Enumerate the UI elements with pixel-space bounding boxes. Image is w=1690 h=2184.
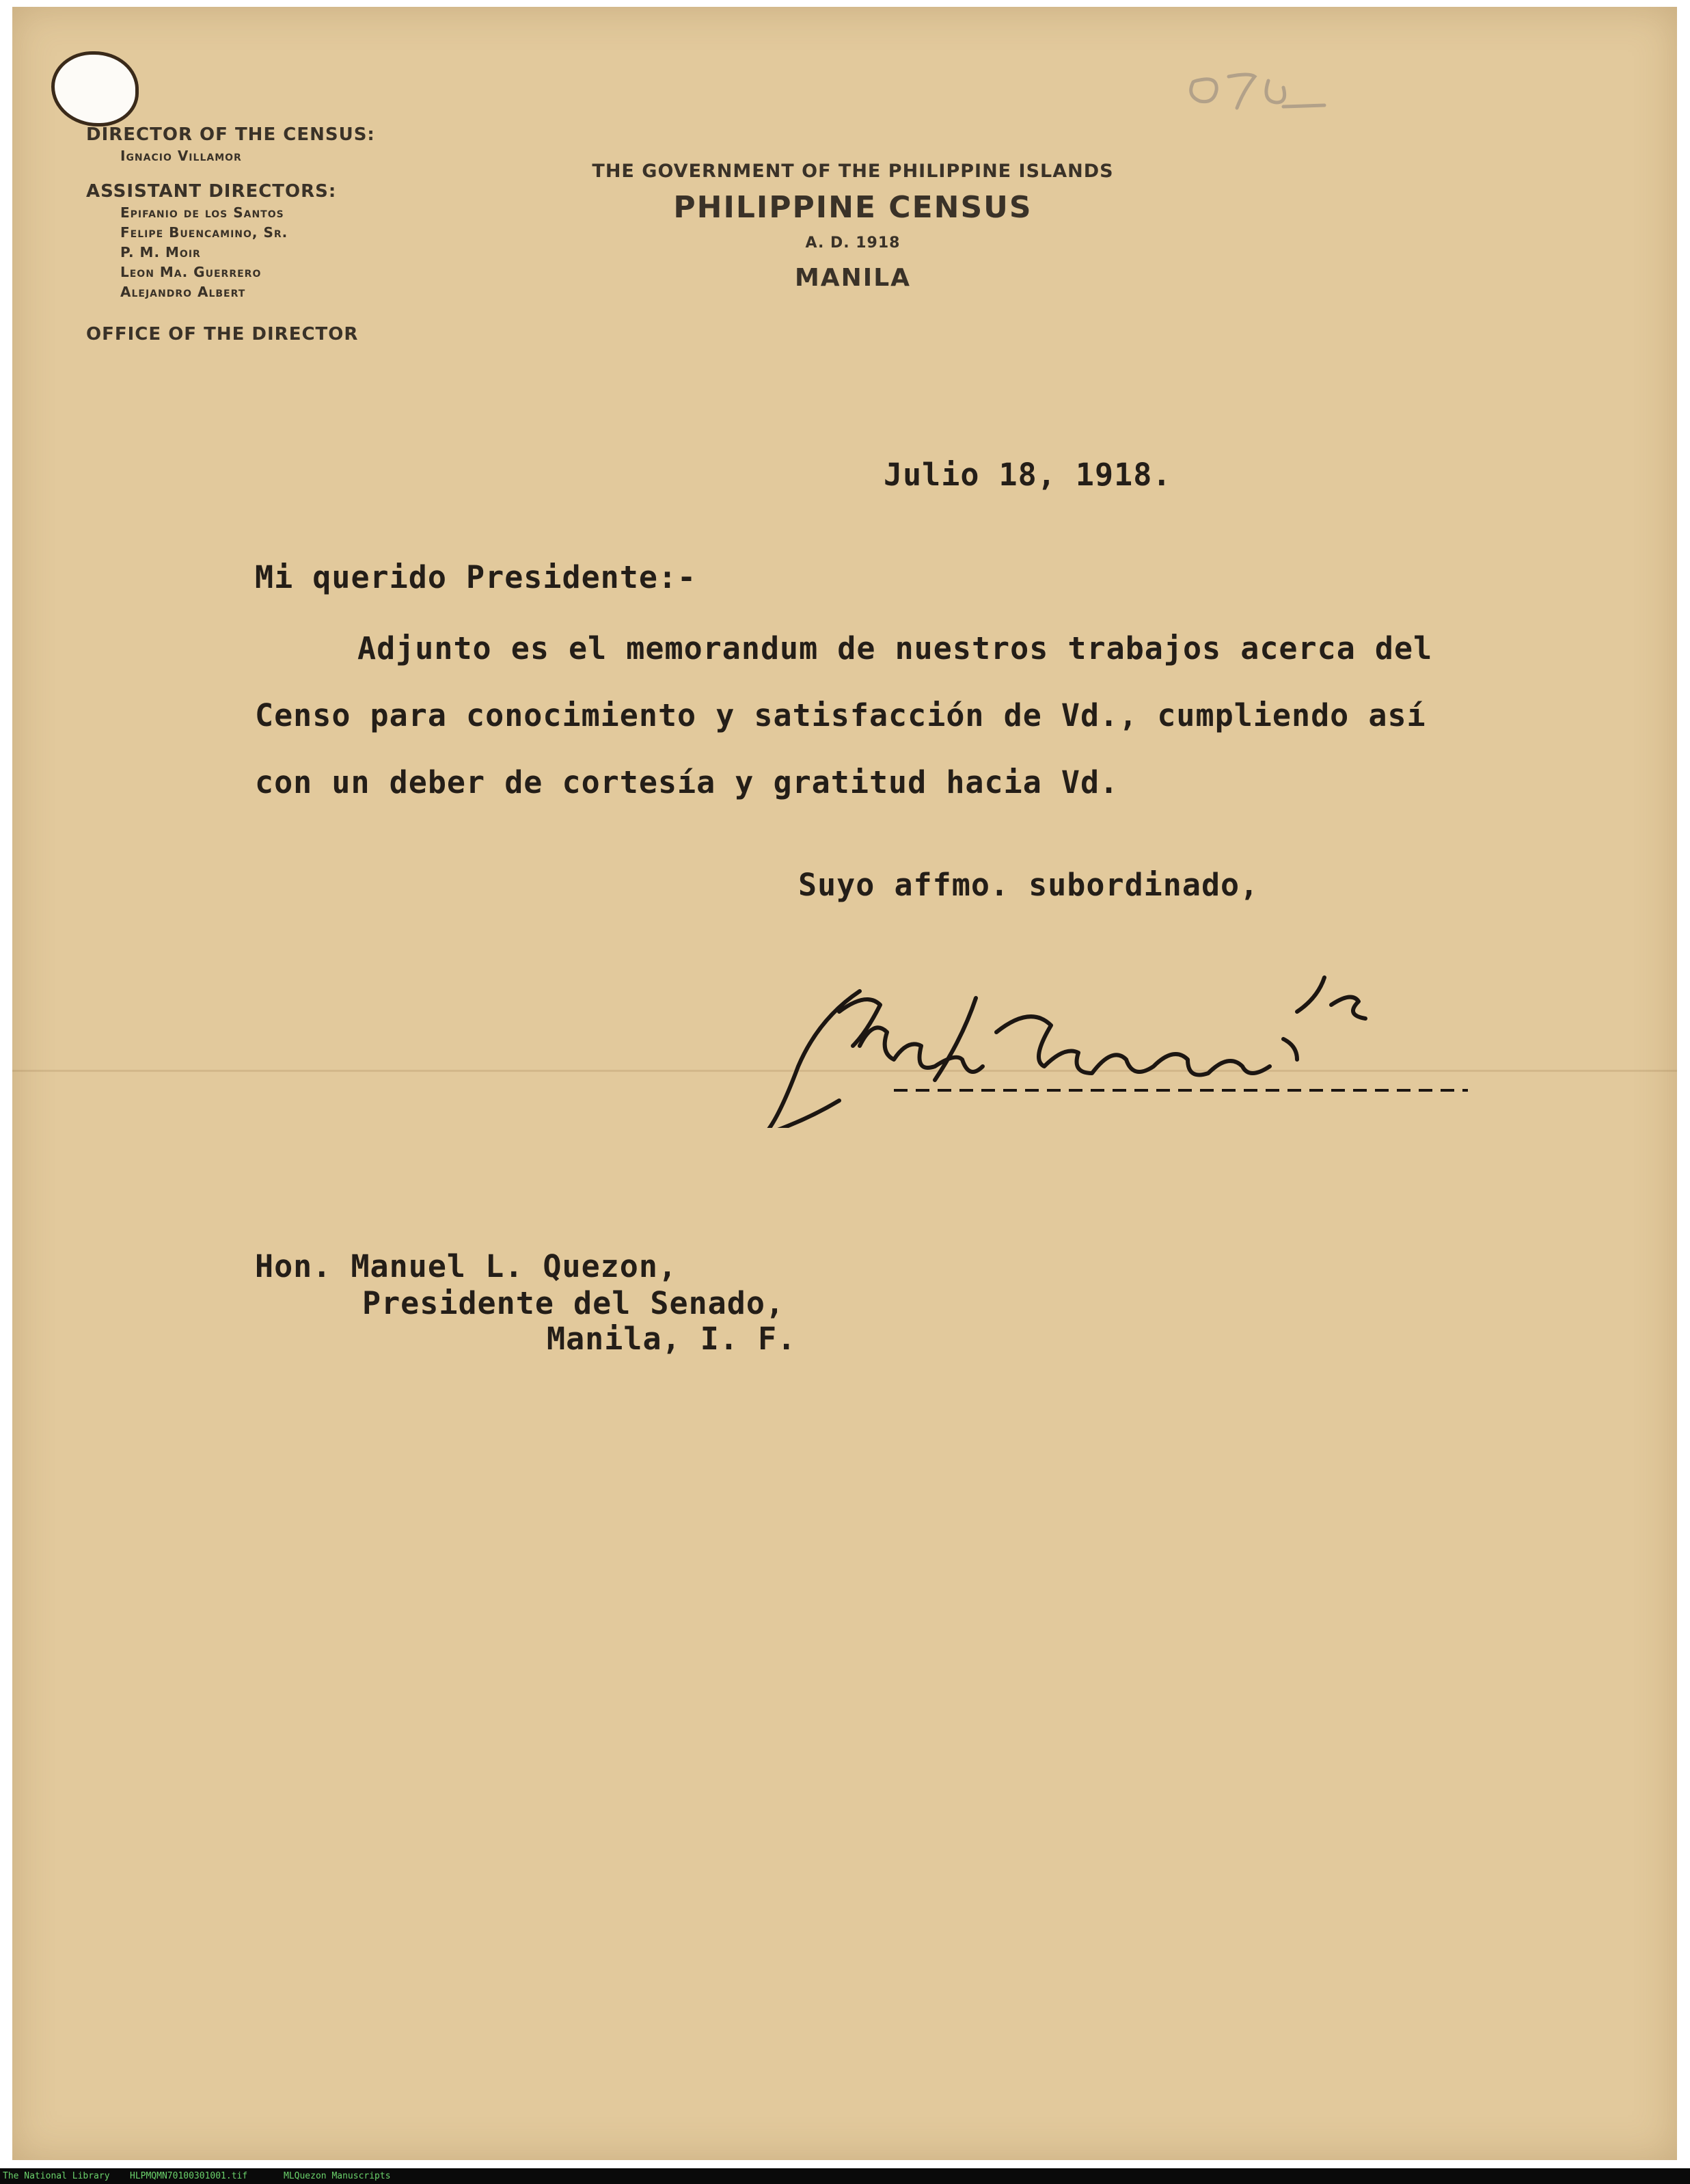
recipient-line: Presidente del Senado, (362, 1285, 785, 1321)
recipient-line: Manila, I. F. (547, 1321, 797, 1357)
letter-body-line: Adjunto es el memorandum de nuestros trabajos acerca del (357, 630, 1433, 666)
letter-salutation: Mi querido Presidente:- (255, 559, 697, 595)
handwritten-signature (750, 964, 1570, 1128)
footer-library: The National Library (3, 2171, 110, 2181)
letter-date: Julio 18, 1918. (884, 457, 1172, 493)
assistant-name: Felipe Buencamino, Sr. (120, 224, 288, 241)
census-city: MANILA (794, 264, 911, 292)
letter-body-line: Censo para conocimiento y satisfacción de Vd., cumpliendo así (255, 697, 1426, 733)
director-name: Ignacio Villamor (120, 148, 242, 164)
assistant-name: Alejandro Albert (120, 284, 246, 300)
letter-closing: Suyo affmo. subordinado, (798, 867, 1259, 903)
archive-number-mark (1181, 62, 1359, 116)
recipient-line: Hon. Manuel L. Quezon, (255, 1248, 678, 1284)
assistant-name: Leon Ma. Guerrero (120, 264, 262, 280)
footer-collection: MLQuezon Manuscripts (284, 2171, 391, 2181)
punch-hole (55, 55, 135, 123)
office-label: OFFICE OF THE DIRECTOR (86, 324, 359, 345)
letter-body-line: con un deber de cortesía y gratitud hacia Vd. (255, 764, 1119, 800)
letterhead-left (86, 123, 375, 346)
census-year: A. D. 1918 (805, 234, 901, 252)
assistant-name: P. M. Moir (120, 244, 201, 260)
letterhead-center (552, 161, 1154, 292)
director-heading: DIRECTOR OF THE CENSUS: (86, 124, 375, 145)
assistant-name: Epifanio de los Santos (120, 204, 284, 221)
assistants-heading: ASSISTANT DIRECTORS: (86, 181, 337, 202)
footer-file: HLPMQMN70100301001.tif (130, 2171, 248, 2181)
census-title: PHILIPPINE CENSUS (673, 190, 1033, 225)
scanner-footer (0, 2168, 1690, 2184)
government-line: THE GOVERNMENT OF THE PHILIPPINE ISLANDS (592, 161, 1114, 182)
document-page (12, 7, 1677, 2160)
